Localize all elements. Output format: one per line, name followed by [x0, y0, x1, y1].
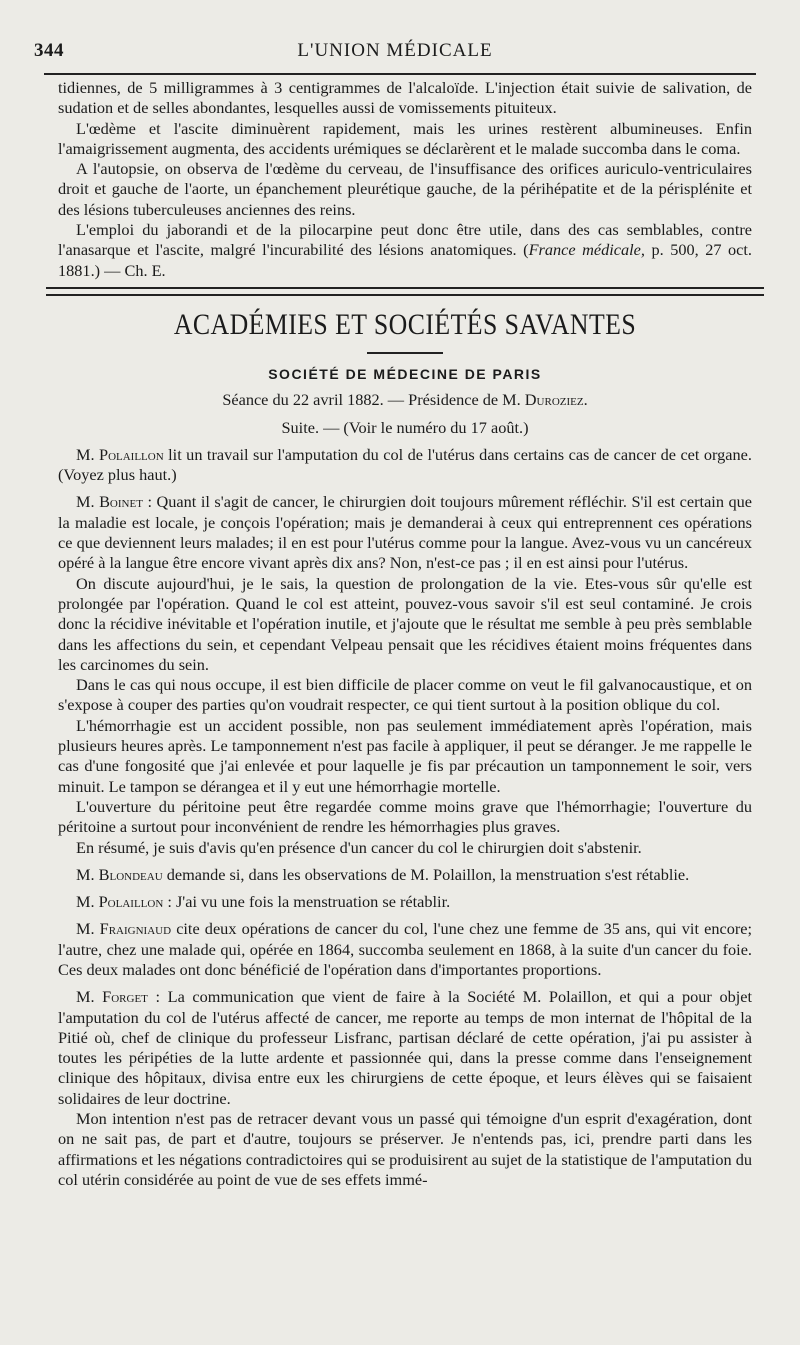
- header-rule: [44, 73, 756, 75]
- intro-text: p. 500, 27 oct. 1881.) — Ch. E.: [58, 240, 752, 280]
- paragraph: [58, 445, 752, 486]
- intro-text: L'emploi du jaborandi et de la pilocarpine peut donc être utile, dans des cas semblables, contre l'anasarque et l'ascite, malgré l'incurabilité des lésions anatomiques. (: [58, 220, 752, 260]
- society-heading: SOCIÉTÉ DE MÉDECINE DE PARIS: [268, 365, 542, 382]
- paragraph-text: cite deux opérations de cancer du col, l'une chez une femme de 35 ans, qui vit encore; l'autre, chez une malade qui, opérée en 1864, succomba seulement en 1868, à la suite d'un cancer du foie. Ces deux malades ont donc bénéficié de l'opération dans d'importantes proportions.: [58, 919, 753, 979]
- paragraph: [58, 797, 752, 838]
- speaker-name: M. Fraigniaud: [76, 919, 172, 939]
- paragraph: [58, 987, 752, 1109]
- paragraph: [58, 892, 752, 912]
- speaker-name: M. Forget: [76, 987, 148, 1007]
- page-number: 344: [34, 40, 64, 61]
- paragraph-text: Dans le cas qui nous occupe, il est bien difficile de placer comme on veut le fil galvanocaustique, et on s'expose à couper des parties qu'on voudrait respecter, ce qui tient surtout à la position oblique du col.: [58, 675, 752, 715]
- journal-title: L'UNION MÉDICALE: [297, 40, 493, 61]
- speaker-name: M. Blondeau: [76, 864, 163, 884]
- paragraph-text: lit un travail sur l'amputation du col de l'utérus dans certains cas de cancer de cet organe. (Voyez plus haut.): [58, 444, 752, 485]
- session-line: [58, 390, 752, 410]
- paragraph: [58, 716, 752, 797]
- paragraph-text: Mon intention n'est pas de retracer devant vous un passé qui témoigne d'un esprit d'exagération, dont on ne sait pas, de part et d'autre, toujours se préserver. Je n'entends pas, ici, prendre parti dans les affirmations et les négations contradictoires qui se produisirent au sujet de la statistique de l'amputation du col utérin considérée au point de vue de ses effets immé-: [58, 1109, 752, 1189]
- paragraph: [58, 838, 752, 858]
- paragraph-text: En résumé, je suis d'avis qu'en présence d'un cancer du col le chirurgien doit s'abstenir.: [76, 837, 642, 857]
- paragraph-text: L'hémorrhagie est un accident possible, non pas seulement immédiatement après l'opération, mais plusieurs heures après. Le tamponnement n'est pas facile à appliquer, il peut se déranger. Je me rappelle le cas d'une fongosité que j'ai enlevée et pour laquelle je fis par précaution un tamponnement le soir, vers minuit. Le tampon se dérangea et il y eut une hémorrhagie mortelle.: [58, 715, 752, 796]
- speaker-name: M. Boinet: [76, 492, 143, 512]
- speaker-name: M. Polaillon: [76, 444, 164, 464]
- speaker-separator: :: [147, 987, 168, 1007]
- session-text: Séance du 22 avril 1882. — Présidence de M.: [222, 390, 525, 410]
- speaker-separator: :: [163, 892, 176, 912]
- paragraph: [58, 574, 752, 675]
- paragraph: [58, 492, 752, 573]
- paragraph: [58, 675, 752, 716]
- paragraph: [58, 1109, 752, 1190]
- paragraph-text: La communication que vient de faire à la Société M. Polaillon, et qui a pour objet l'amputation du col de l'utérus affecté de cancer, me reporte au temps de mon internat de l'hôpital de la Pitié où, chef de clinique du professeur Lisfranc, partisan déclaré de cette opération, j'ai pu assister à toutes les péripéties de la lutte ardente et passionnée qui, dans la presse comme dans l'enseignement clinique des hôpitaux, divisa entre eux les chirurgiens de cette époque, et leurs élèves qui se faisaient solidaires de leur doctrine.: [58, 987, 752, 1108]
- paragraph-text: Quant il s'agit de cancer, le chirurgien doit toujours mûrement réfléchir. S'il est certain que la maladie est locale, je conçois l'opération; mais je demanderai à ceux qui entreprennent ces opérations ce que deviennent leurs malades; il en est pour l'utérus comme pour la langue. Avez-vous vu un cancéreux opéré à la langue être encore vivant après dix ans? Non, n'est-ce pas ; il en est ainsi pour l'utérus.: [58, 492, 753, 573]
- proceedings: [58, 445, 752, 1190]
- title-rule: [367, 352, 443, 354]
- section-divider: [46, 287, 764, 296]
- suite-line: Suite. — (Voir le numéro du 17 août.): [281, 417, 529, 437]
- paragraph: [58, 865, 752, 885]
- paragraph-text: L'ouverture du péritoine peut être regardée comme moins grave que l'hémorrhagie; l'ouverture du péritoine a surtout pour inconvénient de rendre les hémorrhagies plus graves.: [58, 796, 752, 837]
- speaker-name: M. Polaillon: [76, 892, 164, 912]
- section-title: ACADÉMIES ET SOCIÉTÉS SAVANTES: [173, 307, 637, 341]
- paragraph: [58, 919, 752, 980]
- intro-paragraph: L'œdème et l'ascite diminuèrent rapidement, mais les urines restèrent albumineuses. Enfin l'amaigrissement augmenta, des accidents urémiques se déclarèrent et le malade succomba dans le coma.: [58, 118, 752, 158]
- paragraph-text: J'ai vu une fois la menstruation se rétablir.: [175, 892, 451, 912]
- article-body: [58, 78, 752, 1190]
- speaker-separator: :: [142, 492, 157, 512]
- intro-paragraph: A l'autopsie, on observa de l'œdème du cerveau, de l'insuffisance des orifices auriculo-ventriculaires droit et gauche de l'aorte, un épanchement pleurétique gauche, de la périhépatite et de la périsplénite et des lésions tuberculeuses anciennes des reins.: [58, 159, 752, 219]
- paragraph-text: demande si, dans les observations de M. Polaillon, la menstruation s'est rétablie.: [166, 864, 690, 884]
- president-name: Duroziez.: [524, 390, 588, 410]
- source-citation: France médicale,: [528, 240, 645, 260]
- intro-paragraph: tidiennes, de 5 milligrammes à 3 centigrammes de l'alcaloïde. L'injection était suivie de salivation, de sudation et de selles abondantes, lesquelles aussi de vomissements pituiteux.: [58, 78, 752, 118]
- intro-paragraph: [58, 220, 752, 281]
- page-header: [34, 40, 756, 70]
- paragraph-text: On discute aujourd'hui, je le sais, la question de prolongation de la vie. Etes-vous sûr qu'elle est prolongée par l'opération. Quand le col est atteint, pouvez-vous savoir s'il est seul contaminé. Je crois donc la récidive inévitable et l'opération inutile, et j'ajoute que le résultat me semble à peu près semblable dans les affections du sein, et cependant Velpeau pensait que les récidives étaient moins fréquentes dans les carcinomes du sein.: [58, 573, 752, 674]
